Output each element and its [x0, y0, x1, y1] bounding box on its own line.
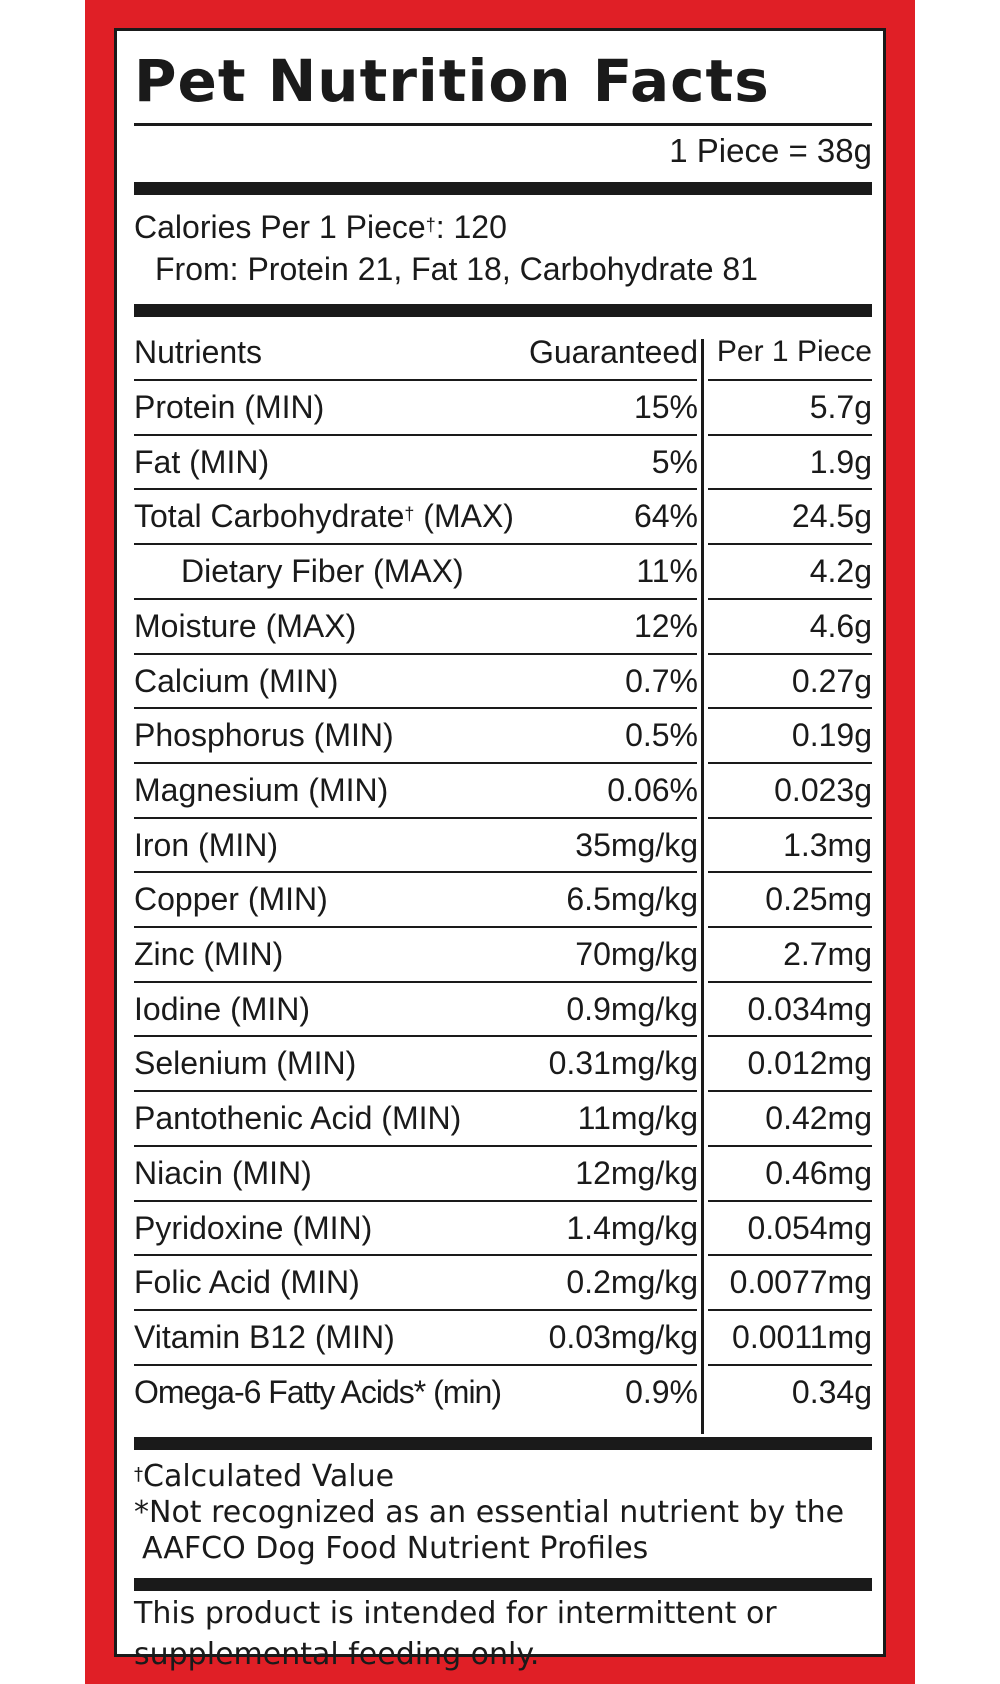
table-row — [134, 544, 872, 598]
calories-breakdown: From: Protein 21, Fat 18, Carbohydrate 81 — [155, 251, 758, 287]
per-piece-value: 24.5g — [791, 498, 872, 535]
nutrient-name: Pantothenic Acid (MIN) — [134, 1100, 462, 1137]
guaranteed-value: 0.7% — [625, 662, 698, 699]
guaranteed-value: 11mg/kg — [577, 1100, 698, 1137]
table-row — [134, 1255, 872, 1309]
calories-value: : 120 — [435, 209, 507, 245]
footnote-not-recognized-2: AAFCO Dog Food Nutrient Profiles — [142, 1531, 649, 1566]
footnote-calculated-text: Calculated Value — [143, 1459, 395, 1494]
guaranteed-value: 0.9mg/kg — [566, 990, 698, 1027]
nutrient-name — [134, 489, 514, 543]
per-piece-value: 0.25mg — [765, 881, 872, 918]
per-piece-value: 0.27g — [791, 662, 872, 699]
guaranteed-value: 5% — [651, 443, 698, 480]
guaranteed-value: 0.9% — [625, 1373, 698, 1410]
per-piece-value: 0.34g — [791, 1373, 872, 1410]
guaranteed-value: 70mg/kg — [575, 936, 698, 972]
disclaimer-line-2: supplemental feeding only. — [134, 1637, 540, 1672]
nutrition-facts-panel — [114, 28, 886, 1672]
per-piece-value: 0.0011mg — [732, 1318, 872, 1355]
disclaimer-line-1: This product is intended for intermittent or — [134, 1596, 777, 1631]
guaranteed-value: 12mg/kg — [575, 1154, 698, 1191]
title-rule — [134, 123, 872, 126]
table-row — [134, 818, 872, 872]
footnote-calculated — [134, 1459, 394, 1495]
nutrient-name: Selenium (MIN) — [134, 1045, 357, 1082]
guaranteed-value: 0.03mg/kg — [548, 1318, 698, 1355]
table-row — [134, 1201, 872, 1255]
guaranteed-value: 0.5% — [625, 717, 698, 754]
guaranteed-value: 12% — [633, 607, 698, 644]
calculated-mark: † — [404, 504, 415, 525]
table-row — [134, 927, 872, 981]
per-piece-value: 0.46mg — [765, 1154, 872, 1191]
guaranteed-value: 15% — [633, 389, 698, 425]
nutrient-name: Omega-6 Fatty Acids* (min) — [134, 1373, 501, 1410]
table-header — [134, 325, 872, 379]
guaranteed-value: 6.5mg/kg — [566, 881, 698, 918]
nutrient-name: Iron (MIN) — [134, 826, 278, 863]
table-row — [134, 872, 872, 926]
nutrient-name: Magnesium (MIN) — [134, 771, 389, 808]
table-row — [134, 763, 872, 817]
thick-divider-disclaimer — [134, 1578, 872, 1591]
guaranteed-value: 0.06% — [607, 771, 698, 808]
table-row — [134, 1036, 872, 1090]
nutrient-name: Protein (MIN) — [134, 389, 325, 425]
per-piece-value: 5.7g — [809, 389, 872, 425]
per-piece-value: 1.3mg — [783, 826, 872, 863]
nutrient-name: Folic Acid (MIN) — [134, 1264, 360, 1301]
serving-size: 1 Piece = 38g — [669, 132, 872, 169]
thick-divider-top — [134, 182, 872, 195]
calories-label: Calories Per 1 Piece — [134, 209, 426, 245]
table-row — [134, 599, 872, 653]
per-piece-value: 0.012mg — [747, 1045, 872, 1082]
table-row — [134, 1091, 872, 1145]
per-piece-value: 0.19g — [791, 717, 872, 754]
guaranteed-value: 1.4mg/kg — [566, 1209, 698, 1246]
per-piece-value: 0.034mg — [747, 990, 872, 1027]
table-row — [134, 380, 872, 434]
nutrient-name: Moisture (MAX) — [134, 607, 357, 644]
per-piece-value: 0.42mg — [765, 1100, 872, 1137]
calories-line — [134, 207, 507, 247]
nutrient-name: Zinc (MIN) — [134, 936, 284, 972]
nutrient-name: Dietary Fiber (MAX) — [181, 553, 464, 590]
per-piece-value: 0.023g — [774, 771, 872, 808]
nutrient-name: Calcium (MIN) — [134, 662, 339, 699]
nutrient-name: Vitamin B12 (MIN) — [134, 1318, 395, 1355]
nutrient-name-qualifier: (MAX) — [414, 498, 514, 535]
header-nutrients: Nutrients — [134, 334, 263, 370]
table-row — [134, 1146, 872, 1200]
label-title: Pet Nutrition Facts — [134, 47, 770, 115]
nutrient-name: Phosphorus (MIN) — [134, 717, 394, 754]
guaranteed-value: 11% — [636, 553, 698, 590]
nutrient-name: Pyridoxine (MIN) — [134, 1209, 373, 1246]
thick-divider-footnotes — [134, 1437, 872, 1450]
thick-divider-calories — [134, 304, 872, 317]
table-row — [134, 1365, 872, 1419]
nutrient-name: Copper (MIN) — [134, 881, 328, 918]
table-row — [134, 489, 872, 543]
per-piece-value: 0.0077mg — [729, 1264, 872, 1301]
footnote-not-recognized-1: *Not recognized as an essential nutrient by the — [134, 1495, 845, 1530]
guaranteed-value: 0.31mg/kg — [548, 1045, 698, 1082]
per-piece-value: 1.9g — [809, 443, 872, 480]
guaranteed-value: 64% — [633, 498, 698, 535]
per-piece-value: 0.054mg — [747, 1209, 872, 1246]
per-piece-value: 2.7mg — [783, 936, 872, 972]
table-row — [134, 654, 872, 708]
table-row — [134, 708, 872, 762]
nutrient-name: Niacin (MIN) — [134, 1154, 312, 1191]
nutrient-name-text: Total Carbohydrate — [134, 498, 405, 535]
per-piece-value: 4.2g — [809, 553, 872, 590]
table-row — [134, 982, 872, 1036]
nutrient-name: Fat (MIN) — [134, 443, 270, 480]
calculated-mark: † — [425, 215, 436, 235]
table-row — [134, 1310, 872, 1364]
header-guaranteed: Guaranteed — [528, 334, 698, 370]
table-row — [134, 435, 872, 489]
footnote-mark: † — [134, 1464, 143, 1485]
header-per-piece: Per 1 Piece — [716, 335, 872, 368]
per-piece-value: 4.6g — [809, 607, 872, 644]
guaranteed-value: 0.2mg/kg — [566, 1264, 698, 1301]
guaranteed-value: 35mg/kg — [575, 826, 698, 863]
nutrient-name: Iodine (MIN) — [134, 990, 311, 1027]
